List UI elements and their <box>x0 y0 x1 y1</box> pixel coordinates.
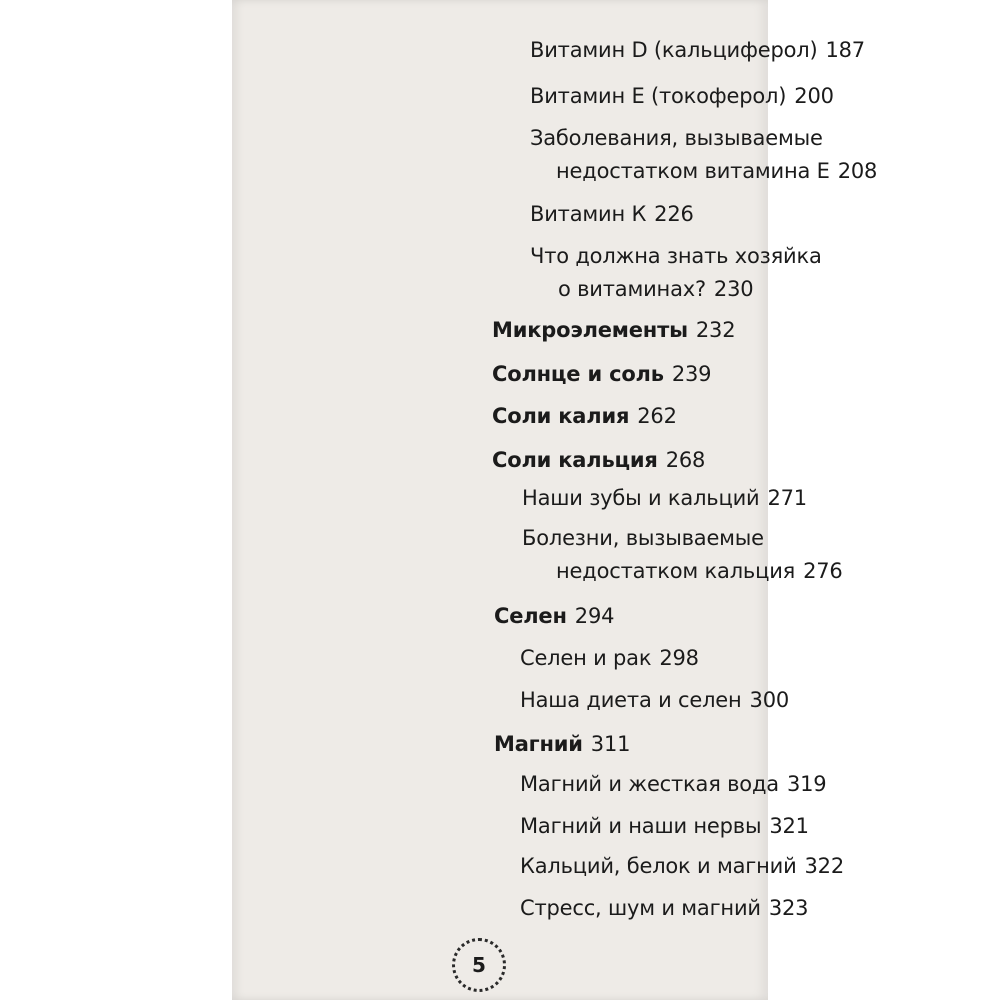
toc-entry-title: Витамин К <box>530 202 647 226</box>
toc-entry-title: Магний и жесткая вода <box>520 772 779 796</box>
toc-entry-page: 268 <box>665 448 706 472</box>
toc-entry-page: 276 <box>803 559 843 583</box>
toc-entry-title-cont: недостатком кальция <box>556 559 796 583</box>
toc-entry-title: Что должна знать хозяйка <box>530 244 822 268</box>
toc-entry-title-cont: недостатком витамина Е <box>556 159 830 183</box>
toc-entry-title: Магний <box>494 732 583 756</box>
toc-entry-title: Солнце и соль <box>492 362 664 386</box>
toc-entry <box>492 448 706 472</box>
book-page <box>232 0 878 1000</box>
toc-entry-page: 200 <box>794 84 834 108</box>
toc-entry-title: Стресс, шум и магний <box>520 896 761 920</box>
toc-entry <box>494 732 631 756</box>
toc-entry-page: 322 <box>804 854 844 878</box>
toc-entry-page: 298 <box>659 646 699 670</box>
toc-entry-page: 226 <box>654 202 694 226</box>
toc-entry-title: Витамин D (кальциферол) <box>530 38 818 62</box>
page-number-badge <box>452 938 506 992</box>
toc-entry <box>492 362 712 386</box>
toc-entry-page: 262 <box>637 404 677 428</box>
toc-entry-title: Заболевания, вызываемые <box>530 126 823 150</box>
page-number: 5 <box>472 953 486 977</box>
toc-entry-page: 230 <box>713 277 754 301</box>
toc-entry-title: Магний и наши нервы <box>520 814 762 838</box>
toc-entry-page: 271 <box>767 486 807 510</box>
toc-entry-page: 323 <box>768 896 809 920</box>
toc-entry-title: Кальций, белок и магний <box>520 854 797 878</box>
toc-entry-title: Селен <box>494 604 567 628</box>
toc-entry-page: 321 <box>769 814 809 838</box>
toc-entry-page: 208 <box>837 159 878 183</box>
toc-entry-page: 319 <box>786 772 827 796</box>
toc-entry-title: Микроэлементы <box>492 318 688 342</box>
toc-entry-title: Наша диета и селен <box>520 688 742 712</box>
toc-entry-page: 187 <box>825 38 865 62</box>
toc-entry-title: Селен и рак <box>520 646 652 670</box>
toc-entry-title: Соли калия <box>492 404 630 428</box>
toc-entry-page: 311 <box>590 732 631 756</box>
toc-entry <box>494 604 615 628</box>
toc-entry-page: 294 <box>574 604 615 628</box>
toc-entry-title: Болезни, вызываемые <box>522 526 764 550</box>
toc-entry-title: Соли кальция <box>492 448 658 472</box>
toc-entry-page: 300 <box>749 688 790 712</box>
toc-entry-page: 239 <box>671 362 712 386</box>
toc-entry-page: 232 <box>695 318 736 342</box>
toc-entry-title: Наши зубы и кальций <box>522 486 760 510</box>
toc-entry <box>492 404 677 428</box>
toc-entry <box>492 318 736 342</box>
toc-entry-title: Витамин Е (токоферол) <box>530 84 787 108</box>
toc-entry-title-cont: о витаминах? <box>558 277 706 301</box>
